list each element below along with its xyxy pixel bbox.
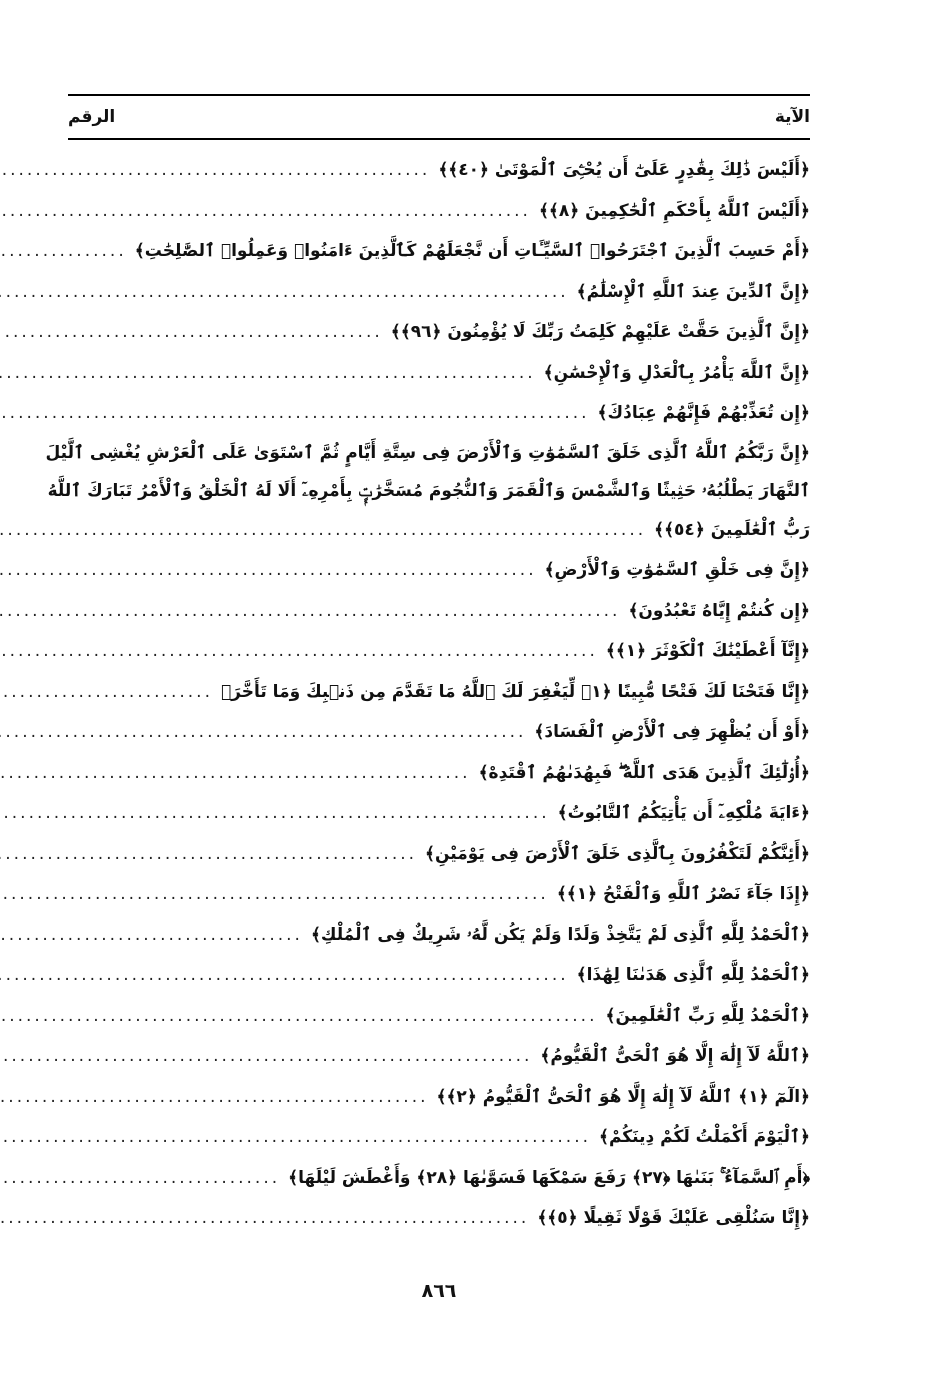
leader-dots xyxy=(0,1198,529,1238)
verse-text-line: ﴿إِنَّ رَبَّكُمُ ٱللَّهُ ٱلَّذِى خَلَقَ ٱلسَّمَٰوَٰتِ وَٱلْأَرْضَ فِى سِتَّةِ أَيَّامٍ ثُمَّ ٱسْتَوَىٰ عَلَى ٱلْعَرْشِ يُغْشِى ٱلَّيْلَ xyxy=(45,442,810,463)
index-entry xyxy=(68,1198,810,1239)
index-page xyxy=(45,90,810,1302)
index-entry xyxy=(68,150,810,191)
leader-dots xyxy=(0,393,590,433)
verse-text-line: ٱلنَّهَارَ يَطْلُبُهُۥ حَثِيثًا وَٱلشَّمْسَ وَٱلْقَمَرَ وَٱلنُّجُومَ مُسَخَّرَٰتٍۭ بِأَمْرِهِۦٓ أَلَا لَهُ ٱلْخَلْقُ وَٱلْأَمْرُ تَبَارَكَ ٱللَّهُ xyxy=(47,480,810,501)
leader-dots xyxy=(0,631,598,671)
verse-text: ﴿إِن تُعَذِّبْهُمْ فَإِنَّهُمْ عِبَادُكَ﴾ xyxy=(597,403,810,423)
leader-dots xyxy=(0,1117,591,1157)
verse-text: ﴿أَلَيْسَ ذَٰلِكَ بِقَٰدِرٍ عَلَىٰٓ أَن يُحْـِۧىَ ٱلْمَوْتَىٰ ﴿٤٠﴾﴾ xyxy=(438,160,810,180)
leader-dots xyxy=(0,793,550,833)
leader-dots xyxy=(0,834,417,874)
index-entry xyxy=(68,591,810,632)
verse-text: ﴿إِنَّ فِى خَلْقِ ٱلسَّمَٰوَٰتِ وَٱلْأَرْضِ﴾ xyxy=(544,560,810,580)
column-header xyxy=(68,102,810,132)
verse-text: ﴿ءَايَةَ مُلْكِهِۦٓ أَن يَأْتِيَكُمُ ٱلتَّابُوتُ﴾ xyxy=(557,803,810,823)
index-entry xyxy=(68,631,810,672)
index-entry xyxy=(68,191,810,232)
index-entry xyxy=(68,712,810,753)
verse-text: ﴿أُو۟لَٰٓئِكَ ٱلَّذِينَ هَدَى ٱللَّهُ ۖ فَبِهُدَىٰهُمُ ٱقْتَدِهْ﴾ xyxy=(478,762,810,783)
index-entry xyxy=(68,874,810,915)
leader-dots xyxy=(0,150,430,190)
leader-dots xyxy=(0,955,569,995)
index-entry-last-line xyxy=(68,510,810,551)
verse-text: ﴿أَمْ حَسِبَ ٱلَّذِينَ ٱجْتَرَحُوا۟ ٱلسَّيِّـَٔاتِ أَن نَّجْعَلَهُمْ كَٱلَّذِينَ ءَامَنُوا۟ وَعَمِلُوا۟ ٱلصَّٰلِحَٰتِ﴾ xyxy=(134,241,810,261)
index-entry xyxy=(68,834,810,875)
verse-text: ﴿إِنَّآ أَعْطَيْنَٰكَ ٱلْكَوْثَرَ ﴿١﴾﴾ xyxy=(605,641,810,661)
top-rule xyxy=(68,94,810,96)
index-entry xyxy=(68,1077,810,1118)
leader-dots xyxy=(0,874,549,914)
index-entry xyxy=(68,312,810,353)
index-entry xyxy=(68,1117,810,1158)
index-entry-multiline xyxy=(45,434,810,551)
verse-index-list xyxy=(45,150,810,1239)
verse-text: ﴿ٱلْحَمْدُ لِلَّهِ ٱلَّذِى هَدَىٰنَا لِهَٰذَا﴾ xyxy=(576,965,810,985)
leader-dots xyxy=(0,753,471,793)
verse-text: ﴿إِذَا جَآءَ نَصْرُ ٱللَّهِ وَٱلْفَتْحُ ﴿١﴾﴾ xyxy=(556,884,810,904)
leader-dots xyxy=(0,272,569,312)
verse-text: ﴿ٱلْحَمْدُ لِلَّهِ رَبِّ ٱلْعَٰلَمِينَ﴾ xyxy=(605,1005,810,1026)
number-column-label: الرقم xyxy=(68,107,116,127)
leader-dots xyxy=(0,312,383,352)
verse-text: ﴿ٱللَّهُ لَآ إِلَٰهَ إِلَّا هُوَ ٱلْحَىُّ ٱلْقَيُّومُ﴾ xyxy=(540,1046,810,1066)
verse-text: ﴿إِنَّا سَنُلْقِى عَلَيْكَ قَوْلًا ثَقِيلًا ﴿٥﴾﴾ xyxy=(537,1208,810,1228)
index-entry xyxy=(68,272,810,313)
leader-dots xyxy=(0,191,531,231)
verse-text: ﴿ٱلْحَمْدُ لِلَّهِ ٱلَّذِى لَمْ يَتَّخِذْ وَلَدًا وَلَمْ يَكُن لَّهُۥ شَرِيكٌ فِى ٱلْمُلْكِ﴾ xyxy=(310,924,810,945)
index-entry xyxy=(68,1036,810,1077)
leader-dots xyxy=(0,1158,280,1198)
leader-dots xyxy=(0,996,597,1036)
verse-text: ﴿الٓمٓ ﴿١﴾ ٱللَّهُ لَآ إِلَٰهَ إِلَّا هُوَ ٱلْحَىُّ ٱلْقَيُّومُ ﴿٢﴾﴾ xyxy=(436,1086,810,1107)
leader-dots xyxy=(0,353,536,393)
verse-text: ﴿إِن كُنتُمْ إِيَّاهُ تَعْبُدُونَ﴾ xyxy=(628,600,810,621)
verse-text: ﴿أَوْ أَن يُظْهِرَ فِى ٱلْأَرْضِ ٱلْفَسَادَ﴾ xyxy=(534,722,810,742)
index-entry xyxy=(68,753,810,794)
index-entry xyxy=(68,1158,810,1199)
index-entry xyxy=(68,672,810,713)
index-entry xyxy=(68,550,810,591)
leader-dots xyxy=(0,231,127,271)
leader-dots xyxy=(0,510,646,550)
index-entry xyxy=(68,353,810,394)
verse-text: رَبُّ ٱلْعَٰلَمِينَ ﴿٥٤﴾﴾ xyxy=(654,519,810,540)
index-entry xyxy=(68,915,810,956)
verse-column-label: الآية xyxy=(774,107,810,127)
index-entry xyxy=(68,996,810,1037)
verse-text: ﴿ٱلْيَوْمَ أَكْمَلْتُ لَكُمْ دِينَكُمْ﴾ xyxy=(599,1127,810,1147)
leader-dots xyxy=(0,712,526,752)
leader-dots xyxy=(0,550,537,590)
verse-text: ﴿أَئِنَّكُمْ لَتَكْفُرُونَ بِٱلَّذِى خَلَقَ ٱلْأَرْضَ فِى يَوْمَيْنِ﴾ xyxy=(425,843,810,864)
index-entry xyxy=(68,793,810,834)
leader-dots xyxy=(0,672,213,712)
verse-text: ﴿أَلَيْسَ ٱللَّهُ بِأَحْكَمِ ٱلْحَٰكِمِينَ ﴿٨﴾﴾ xyxy=(538,200,810,221)
leader-dots xyxy=(0,1036,532,1076)
header-rule xyxy=(68,138,810,140)
leader-dots xyxy=(0,1077,429,1117)
verse-text: ﴿إِنَّا فَتَحْنَا لَكَ فَتْحًا مُّبِينًا ﴿١﴾ لِّيَغْفِرَ لَكَ ٱللَّهُ مَا تَقَدَّمَ مِن ذَنۢبِكَ وَمَا تَأَخَّرَ﴾ xyxy=(220,681,810,702)
index-entry xyxy=(68,231,810,272)
verse-text: ﴿إِنَّ ٱلدِّينَ عِندَ ٱللَّهِ ٱلْإِسْلَٰمُ﴾ xyxy=(576,281,810,302)
index-entry xyxy=(68,393,810,434)
verse-text: ﴿إِنَّ ٱللَّهَ يَأْمُرُ بِٱلْعَدْلِ وَٱلْإِحْسَٰنِ﴾ xyxy=(543,362,810,383)
index-entry xyxy=(68,955,810,996)
leader-dots xyxy=(0,915,303,955)
verse-text: ﴿أَمِ ٱلسَّمَآءُ ۚ بَنَىٰهَا ﴿٢٧﴾ رَفَعَ سَمْكَهَا فَسَوَّىٰهَا ﴿٢٨﴾ وَأَغْطَشَ لَيْلَهَا﴾ xyxy=(288,1167,810,1188)
leader-dots xyxy=(0,591,620,631)
verse-text: ﴿إِنَّ ٱلَّذِينَ حَقَّتْ عَلَيْهِمْ كَلِمَتُ رَبِّكَ لَا يُؤْمِنُونَ ﴿٩٦﴾﴾ xyxy=(390,322,810,342)
page-number: ٨٦٦ xyxy=(421,1280,457,1302)
